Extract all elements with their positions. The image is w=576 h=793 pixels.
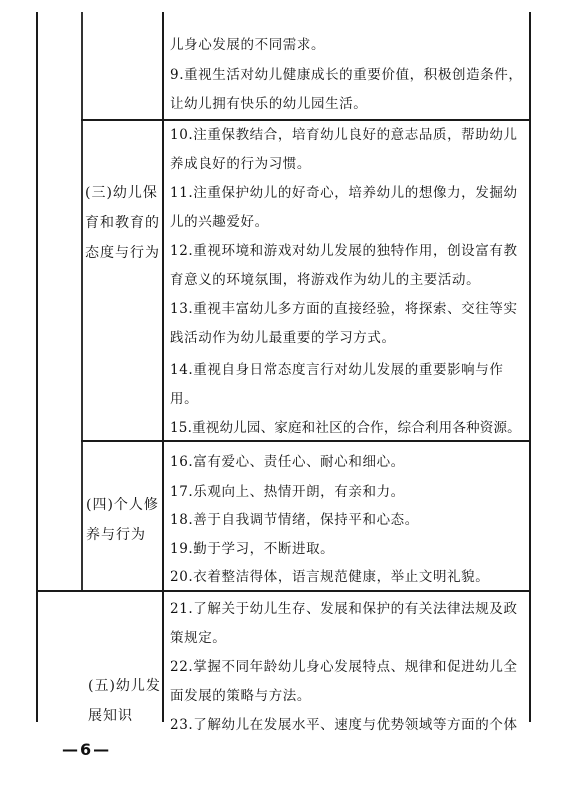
standard-item-23-line1: 23.了解幼儿在发展水平、速度与优势领域等方面的个体	[170, 717, 518, 733]
standard-item-9-line2: 让幼儿拥有快乐的幼儿园生活。	[170, 96, 368, 112]
category-4-line1: (四)个人修	[86, 497, 159, 513]
standard-item-22-line1: 22.掌握不同年龄幼儿身心发展特点、规律和促进幼儿全	[170, 659, 518, 675]
standard-item-21-line2: 策规定。	[170, 630, 227, 646]
standard-item-11-line1: 11.注重保护幼儿的好奇心，培养幼儿的想像力，发掘幼	[170, 185, 518, 201]
page-number: —6—	[62, 740, 112, 759]
standard-item-11-line2: 儿的兴趣爱好。	[170, 214, 269, 230]
category-3-line1: (三)幼儿保	[85, 185, 158, 201]
row-divider-3	[36, 590, 531, 592]
category-3-line3: 态度与行为	[85, 245, 160, 261]
standard-item-17: 17.乐观向上、热情开朗，有亲和力。	[170, 484, 405, 500]
standard-item-20: 20.衣着整洁得体，语言规范健康，举止文明礼貌。	[170, 569, 490, 585]
category-4-line2: 养与行为	[86, 527, 146, 543]
row-divider-1	[81, 119, 531, 121]
standard-item-14-line1: 14.重视自身日常态度言行对幼儿发展的重要影响与作	[170, 362, 504, 378]
standard-item-9-line1: 9.重视生活对幼儿健康成长的重要价值，积极创造条件，	[170, 67, 523, 83]
standard-item-18: 18.善于自我调节情绪，保持平和心态。	[170, 512, 419, 528]
standard-item-15: 15.重视幼儿园、家庭和社区的合作，综合利用各种资源。	[170, 420, 521, 436]
standard-item-line: 儿身心发展的不同需求。	[170, 37, 326, 53]
standard-item-19: 19.勤于学习，不断进取。	[170, 541, 335, 557]
row-divider-2	[81, 440, 531, 442]
standard-item-22-line2: 面发展的策略与方法。	[170, 688, 311, 704]
standard-item-14-line2: 用。	[170, 391, 199, 407]
standard-item-13-line2: 践活动作为幼儿最重要的学习方式。	[170, 330, 396, 346]
standard-item-10-line1: 10.注重保教结合，培育幼儿良好的意志品质，帮助幼儿	[170, 127, 518, 143]
table-border-left	[36, 12, 38, 722]
table-col-divider-1	[81, 12, 83, 590]
standard-item-10-line2: 养成良好的行为习惯。	[170, 156, 311, 172]
category-5-line2: 展知识	[88, 708, 133, 724]
standard-item-13-line1: 13.重视丰富幼儿多方面的直接经验，将探索、交往等实	[170, 301, 518, 317]
standard-item-21-line1: 21.了解关于幼儿生存、发展和保护的有关法律法规及政	[170, 601, 518, 617]
standard-item-16: 16.富有爱心、责任心、耐心和细心。	[170, 454, 405, 470]
standard-item-12-line1: 12.重视环境和游戏对幼儿发展的独特作用，创设富有教	[170, 243, 518, 259]
category-5-line1: (五)幼儿发	[88, 678, 161, 694]
category-3-line2: 育和教育的	[85, 215, 160, 231]
standard-item-12-line2: 育意义的环境氛围，将游戏作为幼儿的主要活动。	[170, 272, 481, 288]
